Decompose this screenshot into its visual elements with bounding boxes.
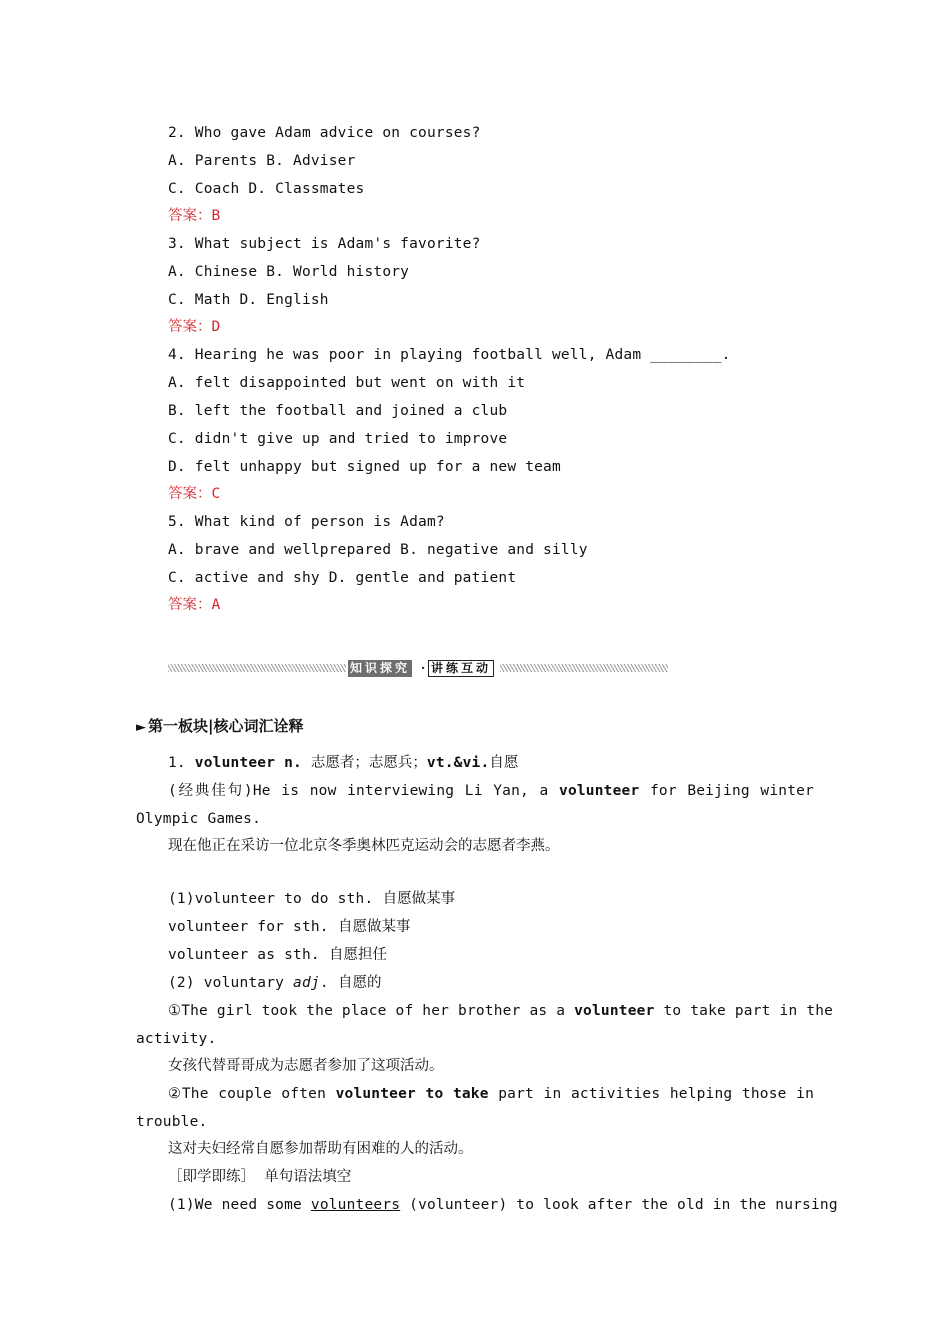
usage-3 xyxy=(168,945,387,965)
example-1-keyword: volunteer xyxy=(574,1003,655,1019)
answer-label: 答案： xyxy=(168,319,212,335)
banner-left-label: 知识探究 xyxy=(350,661,411,675)
section-heading xyxy=(136,716,303,738)
usage-1 xyxy=(168,889,455,909)
usage-2-chinese: 自愿做某事 xyxy=(337,919,411,935)
example-2-keyword: volunteer to take xyxy=(335,1086,489,1102)
answer-value: B xyxy=(211,208,221,224)
vocab-word: volunteer n. xyxy=(194,755,311,771)
banner-dot: · xyxy=(421,661,426,675)
question-2-options-ab: A. Parents B. Adviser xyxy=(168,153,356,169)
vocab-pos-2: vt.&vi. xyxy=(426,755,490,771)
classic-sentence-translation: 现在他正在采访一位北京冬季奥林匹克运动会的志愿者李燕。 xyxy=(168,838,560,854)
usage-3-english: volunteer as sth. xyxy=(168,947,320,963)
question-5: 5. What kind of person is Adam? xyxy=(168,514,445,530)
fill-blank-1-prefix: (1)We need some xyxy=(168,1197,302,1213)
question-5-options-ab: A. brave and wellprepared B. negative and silly xyxy=(168,542,588,558)
practice-heading xyxy=(168,1167,351,1187)
classic-sentence-prefix: (经典佳句)He is now interviewing Li Yan, a xyxy=(168,783,549,799)
answer-value: C xyxy=(211,486,221,502)
classic-sentence-line-2: Olympic Games. xyxy=(136,811,262,827)
example-2-translation: 这对夫妇经常自愿参加帮助有困难的人的活动。 xyxy=(168,1141,473,1157)
question-4-answer xyxy=(168,484,220,504)
answer-value: D xyxy=(211,319,221,335)
answer-label: 答案： xyxy=(168,597,212,613)
classic-sentence-line-1 xyxy=(168,781,814,801)
classic-sentence-keyword: volunteer xyxy=(559,783,640,799)
example-2-suffix: part in activities helping those in xyxy=(498,1086,814,1102)
fill-blank-1 xyxy=(168,1195,838,1215)
vocab-definition-1: 志愿者；志愿兵； xyxy=(310,755,427,771)
example-1-translation: 女孩代替哥哥成为志愿者参加了这项活动。 xyxy=(168,1058,444,1074)
question-2-answer xyxy=(168,206,220,226)
usage-4-pos: adj xyxy=(293,975,320,991)
question-2-options-cd: C. Coach D. Classmates xyxy=(168,181,365,197)
usage-3-chinese: 自愿担任 xyxy=(329,947,388,963)
triangle-marker-icon: ► xyxy=(136,720,146,735)
example-1-suffix: to take part in the xyxy=(663,1003,834,1019)
usage-4 xyxy=(168,973,381,993)
usage-1-english: (1)volunteer to do sth. xyxy=(168,891,374,907)
classic-sentence-suffix: for Beijing winter xyxy=(649,783,814,799)
question-4-option-d: D. felt unhappy but signed up for a new team xyxy=(168,459,561,475)
usage-2 xyxy=(168,917,410,937)
example-2-line-1 xyxy=(168,1084,814,1104)
usage-4-chinese: 自愿的 xyxy=(337,975,382,991)
example-2-line-2: trouble. xyxy=(136,1114,208,1130)
question-5-answer xyxy=(168,595,220,615)
example-1-line-2: activity. xyxy=(136,1031,217,1047)
question-3: 3. What subject is Adam's favorite? xyxy=(168,236,481,252)
question-4-option-c: C. didn't give up and tried to improve xyxy=(168,431,508,447)
answer-label: 答案： xyxy=(168,486,212,502)
practice-label: ［即学即练］ xyxy=(168,1169,255,1185)
fill-blank-1-answer: volunteers xyxy=(310,1197,401,1213)
question-5-options-cd: C. active and shy D. gentle and patient xyxy=(168,570,517,586)
example-1-line-1 xyxy=(168,1001,834,1021)
vocab-headword xyxy=(168,753,518,773)
example-2-prefix: ②The couple often xyxy=(168,1086,326,1102)
question-3-options-ab: A. Chinese B. World history xyxy=(168,264,410,280)
section-banner xyxy=(168,659,668,679)
answer-value: A xyxy=(211,597,221,613)
question-2: 2. Who gave Adam advice on courses? xyxy=(168,125,481,141)
usage-1-chinese: 自愿做某事 xyxy=(382,891,456,907)
question-4-option-b: B. left the football and joined a club xyxy=(168,403,508,419)
fill-blank-1-suffix: (volunteer) to look after the old in the nursing xyxy=(409,1197,838,1213)
question-3-answer xyxy=(168,317,220,337)
practice-title: 单句语法填空 xyxy=(264,1169,352,1185)
banner-hatch-right xyxy=(500,664,668,672)
vocab-number: 1. xyxy=(168,755,195,771)
vocab-definition-2: 自愿 xyxy=(489,755,519,771)
usage-4-dot: . xyxy=(319,975,329,991)
example-1-prefix: ①The girl took the place of her brother as a xyxy=(168,1003,566,1019)
section-title: 第一板块|核心词汇诠释 xyxy=(148,717,304,735)
banner-right-label: 讲练互动 xyxy=(428,660,494,677)
question-3-options-cd: C. Math D. English xyxy=(168,292,329,308)
answer-label: 答案： xyxy=(168,208,212,224)
question-4: 4. Hearing he was poor in playing football well, Adam ________. xyxy=(168,347,731,363)
usage-2-english: volunteer for sth. xyxy=(168,919,329,935)
question-4-option-a: A. felt disappointed but went on with it xyxy=(168,375,526,391)
banner-hatch-left xyxy=(168,664,346,672)
usage-4-english: (2) voluntary xyxy=(168,975,294,991)
